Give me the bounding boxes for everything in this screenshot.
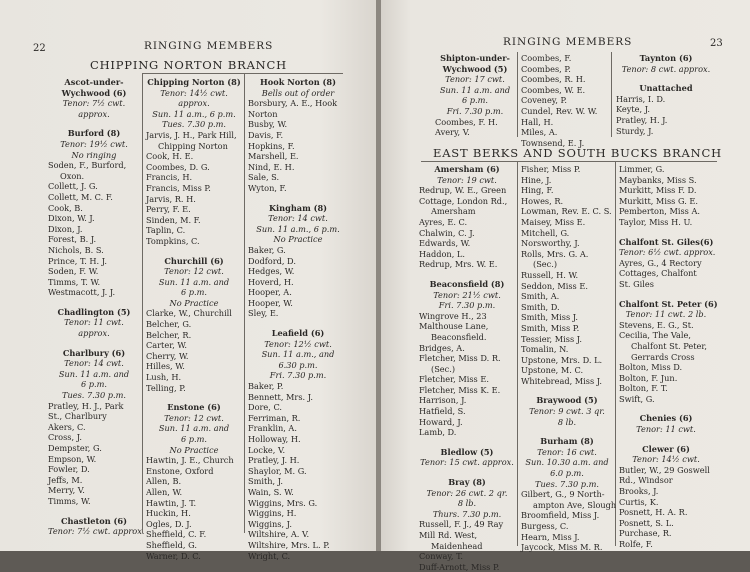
member-entry: Dore, C.: [248, 402, 283, 413]
tower-note: Tenor: 6½ cwt. approx.: [619, 247, 716, 258]
member-entry: Butler, W., 29 Goswell: [619, 464, 710, 475]
tower-note: Sun. 11 a.m., and: [261, 349, 335, 360]
column-divider: [517, 52, 518, 137]
member-entry: Upstone, M. C.: [521, 365, 584, 376]
tower-heading: Bray (8): [448, 477, 486, 488]
member-entry: Murkitt, Miss F. D.: [619, 185, 697, 196]
member-entry: Whitebread, Miss J.: [521, 375, 603, 386]
member-entry: Rolls, Mrs. G. A.: [521, 248, 589, 259]
tower-note: Tenor: 21½ cwt.: [433, 289, 501, 300]
spacer: [616, 74, 716, 83]
member-entry: Sley, E.: [248, 308, 279, 319]
member-entry: Cundel, Rev. W. W.: [521, 105, 598, 116]
tower-note: Sun. 11 a.m., 6 p.m.: [256, 223, 340, 234]
member-entry: Taplin, C.: [146, 225, 186, 236]
spacer: [248, 319, 348, 328]
tower-note: approx.: [78, 108, 110, 119]
member-entry: Pratley, H. J., Park: [48, 400, 124, 411]
member-entry: Warner, D. C.: [146, 550, 201, 561]
member-entry: Upstone, Mrs. D. L.: [521, 354, 603, 365]
member-entry: Bolton, F. Jun.: [619, 372, 678, 383]
tower-note: Tues. 7.30 p.m.: [161, 119, 227, 130]
member-entry: Soden, F. W.: [48, 266, 99, 277]
column-divider: [517, 161, 518, 546]
member-entry: Smith, A.: [521, 291, 560, 302]
member-entry: Haddon, L.: [419, 248, 465, 259]
member-entry: Tessier, Miss J.: [521, 333, 583, 344]
member-entry: Coombes, D. G.: [146, 161, 210, 172]
member-entry: ampton Ave, Slough: [533, 499, 617, 510]
member-entry: Brooks, J.: [619, 486, 659, 497]
tower-note: No Practice: [169, 297, 219, 308]
tower-note: Tenor: 8 cwt. approx.: [621, 63, 711, 74]
member-entry: Ayres, E. C.: [419, 216, 468, 227]
spacer: [48, 119, 140, 128]
member-entry: Russell, F. J., 49 Ray: [419, 519, 504, 530]
right-page: [381, 0, 750, 572]
member-entry: Rd., Windsor: [619, 475, 673, 486]
member-entry: Hilles, W.: [146, 361, 185, 372]
member-entry: Norsworthy, J.: [521, 238, 580, 249]
tower-note: Tues. 7.30 p.m.: [534, 478, 600, 489]
member-entry: Seddon, Miss E.: [521, 280, 588, 291]
member-entry: Coombes, R. H.: [521, 74, 586, 85]
member-entry: Smith, Miss P.: [521, 322, 580, 333]
member-entry: Fletcher, Miss K. E.: [419, 384, 501, 395]
member-entry: Ogles, D. J.: [146, 518, 192, 529]
member-entry: Soden, F., Burford,: [48, 160, 127, 171]
tower-heading: Taynton (6): [639, 53, 693, 63]
tower-note: Sun. 11 a.m., 6 p.m.: [152, 108, 236, 119]
member-entry: Clarke, W., Churchill: [146, 308, 232, 319]
member-entry: Belcher, G.: [146, 319, 192, 330]
member-entry: Hooper, W.: [248, 297, 293, 308]
member-entry: Wain, S. W.: [248, 486, 294, 497]
member-entry: Holloway, H.: [248, 434, 301, 444]
member-entry: Ferriman, R.: [248, 412, 301, 423]
branch-rule: [143, 73, 343, 74]
member-entry: Sale, S.: [248, 172, 280, 183]
tower-note: 6 p.m.: [80, 379, 108, 390]
member-entry: Posnett, H. A. R.: [619, 507, 688, 518]
member-entry: Cook, H. E.: [146, 151, 194, 162]
tower-note: Tenor: 19½ cwt.: [60, 138, 128, 149]
tower-note: Fri. 7.30 p.m.: [446, 105, 504, 116]
member-entry: Tompkins, C.: [146, 235, 200, 246]
member-entry: Hatfield, S.: [419, 406, 466, 417]
member-entry: Harris, I. D.: [616, 93, 666, 104]
member-entry: Swift, G.: [619, 393, 655, 404]
spacer: [146, 247, 242, 256]
member-entry: Rolfe, F.: [619, 539, 653, 549]
member-entry: Taylor, Miss H. U.: [619, 216, 693, 227]
tower-note: Tenor: 9 cwt. 3 qr.: [529, 406, 605, 417]
member-entry: Maidenhead: [431, 540, 483, 551]
member-entry: Jarvis, J. H., Park Hill,: [146, 129, 237, 140]
member-entry: Gilbert, G., 9 North-: [521, 489, 605, 500]
member-entry: Baker, P.: [248, 381, 284, 392]
tower-heading: Ascot-under-: [64, 77, 124, 87]
spacer: [419, 270, 515, 279]
member-entry: Perry, F. E.: [146, 204, 191, 215]
spacer: [48, 298, 140, 307]
page-number-right: 23: [710, 38, 723, 49]
member-entry: Smith, Miss J.: [521, 312, 579, 323]
member-entry: Sheffield, G.: [146, 539, 197, 550]
member-entry: Pemberton, Miss A.: [619, 206, 700, 217]
member-entry: Hearn, Miss J.: [521, 531, 580, 542]
tower-heading: Chastleton (6): [61, 515, 127, 526]
column-1: [419, 164, 515, 572]
member-entry: Maybanks, Miss S.: [619, 174, 697, 185]
top-column-2: [521, 53, 609, 148]
column-3: [248, 77, 348, 561]
tower-heading: Chipping Norton (8): [147, 77, 241, 87]
member-entry: Keyte, J.: [616, 104, 650, 115]
tower-heading: Wychwood (5): [442, 63, 508, 74]
member-entry: Busby, W.: [248, 119, 288, 130]
member-entry: Davis, F.: [248, 129, 284, 140]
tower-note: Tenor: 26 cwt. 2 qr.: [426, 487, 508, 498]
tower-heading: Chalfont St. Giles(6): [619, 236, 714, 247]
column-3: [619, 164, 718, 550]
tower-note: 8 lb.: [457, 498, 477, 509]
member-entry: Jeffs, M.: [48, 474, 83, 485]
tower-note: Fri. 7.30 p.m.: [269, 370, 327, 381]
member-entry: Oxon.: [60, 170, 85, 181]
member-entry: Amersham: [431, 206, 476, 217]
member-entry: Allen, W.: [146, 486, 183, 497]
tower-heading: Chenies (6): [639, 413, 693, 424]
tower-note: Tenor: 7½ cwt.: [62, 98, 126, 109]
member-entry: Maisey, Miss E.: [521, 216, 586, 227]
tower-note: 6.30 p.m.: [278, 359, 318, 370]
tower-note: Sun. 11 a.m. and: [439, 84, 511, 95]
member-entry: Hine, J.: [521, 174, 552, 185]
spacer: [48, 507, 140, 516]
tower-note: Tenor: 11 cwt.: [636, 424, 696, 435]
member-entry: Mitchell, G.: [521, 227, 570, 238]
tower-note: Tenor: 15 cwt. approx.: [420, 457, 514, 468]
tower-note: Tenor: 16 cwt.: [537, 446, 597, 457]
member-entry: Avery, V.: [435, 127, 470, 138]
member-entry: Pratley, J. H.: [248, 455, 300, 466]
member-entry: Marshell, E.: [248, 151, 299, 162]
member-entry: Belcher, R.: [146, 329, 192, 340]
member-entry: Wiltshire, A. V.: [248, 529, 310, 540]
member-entry: Howard, J.: [419, 416, 463, 427]
member-entry: Jaycock, Miss M. R.: [521, 542, 603, 553]
spacer: [521, 386, 613, 395]
left-page: [0, 0, 377, 561]
member-entry: Sinden, M. F.: [146, 214, 201, 225]
member-entry: Gerrards Cross: [631, 351, 695, 362]
tower-heading: Kingham (8): [268, 202, 328, 213]
tower-heading: Unattached: [639, 83, 693, 94]
member-entry: Russell, H. W.: [521, 269, 579, 280]
member-entry: Borsbury, A. E., Hook: [248, 98, 338, 109]
member-entry: Harrison, J.: [419, 395, 467, 406]
member-entry: Wingrove H., 23: [419, 310, 487, 321]
member-entry: Prince, T. H. J.: [48, 255, 108, 266]
tower-note: Tenor: 14½ cwt.: [632, 454, 700, 465]
tower-note: 6 p.m.: [180, 287, 208, 298]
member-entry: Bennett, Mrs. J.: [248, 391, 313, 402]
member-entry: Nind, E. H.: [248, 161, 295, 172]
member-entry: Townsend, E. J.: [521, 137, 585, 148]
column-1: [48, 77, 145, 537]
member-entry: Redrup, Mrs. W. E.: [419, 259, 498, 270]
tower-note: Tenor: 7½ cwt. approx.: [48, 526, 145, 537]
member-entry: Timms, W.: [48, 495, 91, 506]
member-entry: Nichols, B. S.: [48, 244, 104, 255]
member-entry: Hedges, W.: [248, 266, 295, 277]
tower-note: 6 p.m.: [461, 95, 489, 106]
tower-note: Tenor: 11 cwt.: [64, 317, 124, 328]
spacer: [619, 435, 713, 444]
member-entry: Wiggins, H.: [248, 508, 297, 519]
member-entry: Posnett, S. L.: [619, 517, 674, 528]
tower-heading: Clewer (6): [642, 443, 690, 454]
member-entry: Mill Rd. West,: [419, 530, 478, 540]
member-entry: Telling, P.: [146, 382, 186, 393]
member-entry: Cottages, Chalfont: [619, 268, 697, 279]
member-entry: Curtis, K.: [619, 496, 659, 507]
member-entry: Dixon, W. J.: [48, 213, 95, 224]
member-entry: Hawtin, J. E., Church: [146, 455, 234, 466]
member-entry: Collett, M. C. F.: [48, 191, 113, 202]
member-entry: Bolton, F. T.: [619, 383, 668, 394]
member-entry: Coveney, P.: [521, 95, 567, 106]
member-entry: Dodford, D.: [248, 255, 296, 266]
running-header-left: RINGING MEMBERS: [144, 40, 274, 52]
tower-heading: Enstone (6): [167, 402, 221, 413]
tower-note: approx.: [78, 328, 110, 339]
member-entry: Enstone, Oxford: [146, 465, 214, 476]
member-entry: Hawtin, J. T.: [146, 497, 197, 508]
tower-note: Tenor: 12 cwt.: [164, 412, 224, 423]
member-entry: Franklin, A.: [248, 423, 297, 434]
member-entry: Sturdy, J.: [616, 125, 654, 136]
member-entry: Broomfield, Miss J.: [521, 510, 600, 521]
member-entry: Jarvis, R. H.: [146, 193, 196, 204]
tower-note: Tenor: 14 cwt.: [268, 213, 328, 224]
column-divider: [244, 73, 245, 533]
member-entry: Chalwin, C. J.: [419, 227, 475, 238]
member-entry: Wiggins, J.: [248, 518, 292, 529]
spacer: [146, 393, 242, 402]
member-entry: Lamb, D.: [419, 427, 457, 438]
member-entry: Fletcher, Miss E.: [419, 374, 489, 385]
member-entry: Chalfont St. Peter,: [631, 340, 708, 351]
member-entry: Francis, Miss P.: [146, 182, 211, 193]
top-column-1: [435, 53, 515, 138]
tower-note: 8 lb.: [557, 416, 577, 427]
member-entry: Coombes, P.: [521, 63, 571, 74]
member-entry: Baker, G.: [248, 244, 286, 255]
member-entry: Bridges, A.: [419, 342, 465, 353]
tower-heading: Churchill (6): [164, 255, 224, 266]
member-entry: Lowman, Rev. E. C. S.: [521, 206, 612, 217]
member-entry: Miles, A.: [521, 127, 558, 138]
member-entry: Wiltshire, Mrs. L. P.: [248, 539, 330, 550]
member-entry: Fisher, Miss P.: [521, 164, 581, 174]
member-entry: Dempster, G.: [48, 443, 102, 453]
member-entry: Malthouse Lane,: [419, 321, 489, 332]
member-entry: Murkitt, Miss G. E.: [619, 195, 698, 206]
member-entry: Coombes, F.: [521, 53, 572, 63]
tower-note: No Practice: [273, 234, 323, 245]
member-entry: Hall, H.: [521, 116, 554, 127]
tower-note: Tenor: 11 cwt. 2 lb.: [625, 309, 707, 320]
member-entry: Burgess, C.: [521, 521, 569, 531]
tower-heading: Leafield (6): [271, 328, 325, 339]
running-header-right: RINGING MEMBERS: [503, 36, 633, 48]
member-entry: Ayres, G., 4 Rectory: [619, 257, 702, 268]
tower-note: Tenor: 14½ cwt.: [160, 87, 228, 98]
tower-heading: Burham (8): [540, 436, 594, 447]
tower-note: Tenor: 14 cwt.: [64, 358, 124, 369]
tower-heading: Beaconsfield (8): [429, 278, 505, 289]
member-entry: Duff-Arnott, Miss P.: [419, 561, 500, 572]
tower-note: Bells out of order: [261, 87, 335, 98]
member-entry: Dixon, J.: [48, 223, 83, 234]
member-entry: Sheffield, C. F.: [146, 529, 207, 540]
member-entry: Merry, V.: [48, 485, 85, 496]
member-entry: Wright, C.: [248, 550, 291, 561]
member-entry: Smith, J.: [248, 476, 284, 487]
member-entry: Pratley, H. J.: [616, 114, 668, 125]
member-entry: Fowler, D.: [48, 464, 90, 475]
member-entry: Bolton, Miss D.: [619, 362, 683, 373]
member-entry: (Sec.): [431, 363, 456, 374]
member-entry: Hing, F.: [521, 185, 554, 196]
tower-heading: Chadlington (5): [57, 306, 131, 317]
tower-note: Sun. 11 a.m. and: [58, 368, 130, 379]
tower-heading: Wychwood (6): [61, 87, 127, 98]
member-entry: Chipping Norton: [158, 140, 228, 151]
member-entry: Timms, T. W.: [48, 276, 101, 287]
member-entry: Hooper, A.: [248, 287, 292, 298]
member-entry: Akers, C.: [48, 421, 86, 432]
member-entry: Cherry, W.: [146, 350, 189, 361]
member-entry: Lush, H.: [146, 372, 182, 383]
tower-note: Fri. 7.30 p.m.: [438, 300, 496, 311]
member-entry: Cook, B.: [48, 202, 83, 213]
tower-note: approx.: [178, 98, 210, 109]
branch-rule: [421, 161, 717, 162]
spacer: [521, 427, 613, 436]
tower-note: 6 p.m.: [180, 434, 208, 444]
member-entry: Tomalin, N.: [521, 344, 569, 355]
tower-note: Tenor: 19 cwt.: [437, 174, 497, 185]
column-divider: [615, 161, 616, 546]
spacer: [619, 404, 713, 413]
member-entry: Coombes, F. H.: [435, 116, 498, 127]
member-entry: Wiggins, Mrs. G.: [248, 497, 318, 508]
member-entry: Purchase, R.: [619, 528, 672, 539]
tower-note: No Practice: [169, 444, 219, 455]
member-entry: Cross, J.: [48, 432, 82, 443]
tower-heading: Burford (8): [67, 128, 121, 139]
branch-title-east-berks: EAST BERKS AND SOUTH BUCKS BRANCH: [433, 146, 722, 160]
tower-heading: Hook Norton (8): [260, 77, 336, 87]
column-2: [521, 164, 617, 553]
member-entry: Wyton, F.: [248, 182, 287, 193]
member-entry: (Sec.): [533, 259, 558, 270]
spacer: [419, 438, 515, 447]
spacer: [619, 228, 713, 237]
tower-note: Tenor: 12½ cwt.: [264, 338, 332, 349]
member-entry: Hoverd, H.: [248, 276, 294, 287]
tower-note: Tenor: 12 cwt.: [164, 266, 224, 277]
column-2: [146, 77, 242, 561]
member-entry: Hopkins, F.: [248, 140, 295, 151]
member-entry: St., Charlbury: [48, 411, 107, 422]
spacer: [619, 290, 713, 299]
member-entry: Collett, J. G.: [48, 181, 98, 192]
member-entry: Francis, H.: [146, 172, 193, 183]
member-entry: Carter, W.: [146, 340, 187, 351]
spacer: [248, 194, 348, 203]
tower-heading: Braywood (5): [536, 395, 598, 406]
tower-note: No ringing: [71, 149, 117, 160]
member-entry: Coombes, W. E.: [521, 84, 586, 95]
member-entry: Stevens, E. G., St.: [619, 319, 694, 330]
member-entry: Beaconsfield.: [431, 331, 487, 342]
member-entry: Westmacott, J. J.: [48, 287, 116, 298]
tower-note: Sun. 11 a.m. and: [158, 276, 230, 287]
member-entry: Redrup, W. E., Green: [419, 185, 507, 196]
page-number-left: 22: [33, 43, 46, 54]
member-entry: Forest, B. J.: [48, 234, 97, 245]
member-entry: Empson, W.: [48, 453, 97, 464]
member-entry: Howes, R.: [521, 195, 564, 206]
tower-note: Sun. 10.30 a.m. and: [525, 457, 609, 468]
branch-title-chipping-norton: CHIPPING NORTON BRANCH: [90, 58, 287, 72]
tower-heading: Charlbury (6): [62, 347, 126, 358]
member-entry: Smith, D.: [521, 301, 560, 312]
top-column-3: [616, 53, 716, 136]
tower-note: Sun. 11 a.m. and: [158, 423, 230, 434]
spacer: [419, 468, 515, 477]
column-divider: [611, 52, 612, 137]
spacer: [48, 339, 140, 348]
member-entry: Conway, T.: [419, 551, 463, 562]
member-entry: Fletcher, Miss D. R.: [419, 353, 501, 364]
tower-heading: Chalfont St. Peter (6): [619, 298, 718, 309]
member-entry: Norton: [248, 108, 278, 119]
tower-note: Tues. 7.30 p.m.: [61, 390, 127, 401]
tower-note: Thurs. 7.30 p.m.: [432, 508, 502, 519]
member-entry: Shaylor, M. G.: [248, 465, 307, 476]
member-entry: Limmer, G.: [619, 164, 665, 174]
member-entry: Huckin, H.: [146, 508, 191, 519]
member-entry: Cottage, London Rd.,: [419, 195, 508, 206]
tower-heading: Shipton-under-: [440, 53, 510, 63]
member-entry: Edwards, W.: [419, 238, 471, 249]
member-entry: Allen, B.: [146, 476, 182, 487]
tower-note: 6.0 p.m.: [550, 468, 584, 479]
tower-heading: Bledlow (5): [440, 446, 494, 457]
tower-heading: Amersham (6): [434, 164, 500, 174]
member-entry: Cecilia, The Vale,: [619, 330, 691, 341]
member-entry: St. Giles: [619, 278, 654, 289]
member-entry: Locke, V.: [248, 444, 286, 455]
column-divider: [142, 73, 143, 533]
tower-note: Tenor: 17 cwt.: [445, 74, 505, 85]
